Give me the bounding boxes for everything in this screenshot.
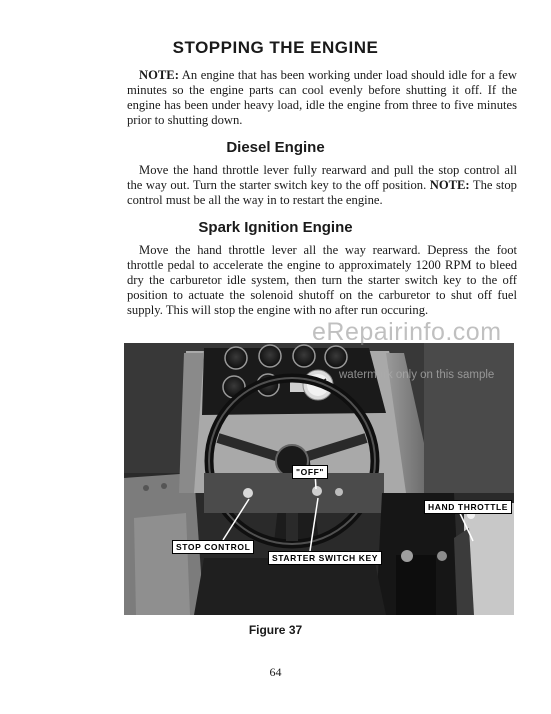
off-callout: "OFF" xyxy=(292,465,328,479)
diesel-note-label: NOTE: xyxy=(429,178,470,192)
page-number: 64 xyxy=(269,665,282,679)
page-title: STOPPING THE ENGINE xyxy=(172,38,379,57)
watermark-notice: watermark only on this sample xyxy=(339,369,495,381)
watermark-site: eRepairinfo.com xyxy=(312,318,502,346)
diesel-text-2: The stop control must be all the way in to restart the engine. xyxy=(127,178,517,207)
hand-throttle-callout: HAND THROTTLE xyxy=(424,500,512,514)
note-text: An engine that has been working under load should idle for a few minutes so the engine parts can cool evenly before shutting it off. If the engine has been under heavy load, idle the engine from three to five minutes prior to shutting down. xyxy=(127,68,517,127)
stop-control-callout: STOP CONTROL xyxy=(172,540,254,554)
starter-switch-key-callout: STARTER SWITCH KEY xyxy=(268,551,382,565)
spark-text: Move the hand throttle lever all the way rearward. Depress the foot throttle pedal to accelerate the engine to approximately 1200 RPM to bleed dry the carburetor idle system, then turn the starter switch key to the off position to actuate the solenoid shutoff on the carburetor to shut off fuel supply. This will stop the engine with no after run occuring. xyxy=(127,243,517,317)
diesel-engine-heading: Diesel Engine xyxy=(226,139,325,156)
diesel-paragraph xyxy=(127,163,517,208)
figure-photo xyxy=(124,343,514,615)
diesel-text-1: Move the hand throttle lever fully rearward and pull the stop control all the way out. Turn the starter switch key to the off position. xyxy=(127,163,517,192)
spark-paragraph xyxy=(127,243,517,318)
note-label: NOTE: xyxy=(139,68,179,82)
note-paragraph xyxy=(127,68,517,128)
spark-ignition-heading: Spark Ignition Engine xyxy=(198,219,353,236)
figure-caption: Figure 37 xyxy=(248,623,303,637)
dashboard-illustration xyxy=(124,343,514,615)
